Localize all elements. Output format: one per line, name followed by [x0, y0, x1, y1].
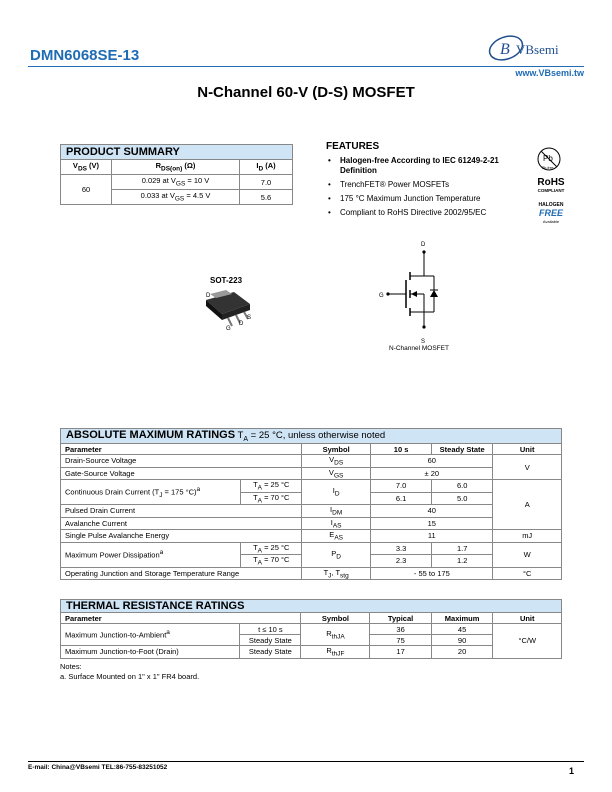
features-list — [326, 156, 526, 222]
col-10s: 10 s — [371, 444, 432, 455]
col-id: $I_D$ (A) — [240, 160, 293, 175]
col-unit: Unit — [493, 613, 562, 624]
table-row: Gate-Source Voltage $V_{GS}$ ± 20 — [61, 467, 562, 480]
table-row: Steady State 75 90 — [61, 635, 562, 646]
feature-item: • Halogen-free According to IEC 61249-2-21 Definition — [326, 156, 526, 176]
table-row: Maximum Junction-to-Foot (Drain) Steady State $R_{thJF}$ 17 20 — [61, 646, 562, 659]
notes-title: Notes: — [60, 662, 82, 671]
table-row: $T_A = 70$ °C 6.1 5.0 — [61, 492, 562, 505]
footer-contact: E-mail: China@VBsemi TEL:86-755-83251052 — [28, 764, 168, 771]
product-summary-caption: PRODUCT SUMMARY — [61, 145, 293, 160]
thermal-caption: THERMAL RESISTANCE RATINGS — [61, 600, 562, 613]
table-row: Maximum Power Dissipation$^a$ $T_A = 25$ °C $P_D$ 3.3 1.7 W — [61, 542, 562, 555]
pb-free-badge — [536, 146, 562, 172]
features-title: FEATURES — [326, 141, 380, 152]
website-link[interactable]: www.VBsemi.tw — [515, 68, 584, 78]
pb-free-icon — [536, 146, 562, 172]
rohs-text: RoHS — [537, 177, 565, 188]
svg-text:D: D — [206, 293, 211, 299]
compliant-text: COMPLIANT — [537, 188, 565, 193]
halogen-text: HALOGEN — [538, 202, 564, 208]
rds-value-2: 0.033 at $V_{GS} = 4.5$ V — [112, 190, 240, 205]
id-value-2: 5.6 — [240, 190, 293, 205]
id-value-1: 7.0 — [240, 175, 293, 190]
page-number: 1 — [568, 766, 574, 776]
table-row: Drain-Source Voltage $V_{DS}$ 60 V — [61, 455, 562, 468]
mosfet-caption: N-Channel MOSFET — [389, 345, 449, 352]
feature-item: • Compliant to RoHS Directive 2002/95/EC — [326, 208, 526, 218]
abs-max-caption: ABSOLUTE MAXIMUM RATINGS $T_A = 25$ °C, unless otherwise noted — [61, 429, 562, 444]
col-symbol: Symbol — [301, 613, 370, 624]
svg-text:B: B — [500, 41, 510, 58]
svg-text:Pb-free: Pb-free — [542, 166, 554, 170]
col-parameter: Parameter — [61, 444, 302, 455]
header-rule — [28, 66, 584, 67]
col-symbol: Symbol — [302, 444, 371, 455]
svg-text:D: D — [421, 242, 426, 248]
col-rds: $R_{DS(on)}$ (Ω) — [112, 160, 240, 175]
part-number: DMN6068SE-13 — [30, 47, 140, 64]
table-row: $T_A = 70$ °C 2.3 1.2 — [61, 555, 562, 568]
thermal-resistance-table — [60, 599, 562, 659]
svg-text:S: S — [247, 315, 252, 321]
halogen-free-badge — [532, 202, 570, 225]
table-row: Avalanche Current $I_{AS}$ 15 — [61, 517, 562, 530]
svg-text:G: G — [226, 326, 231, 332]
logo-text: VBsemi — [516, 42, 559, 57]
table-row: Operating Junction and Storage Temperature Range $T_J$, $T_{stg}$ - 55 to 175 °C — [61, 567, 562, 580]
footer-rule — [28, 761, 584, 762]
svg-text:Pb: Pb — [543, 154, 553, 163]
table-row: Pulsed Drain Current $I_{DM}$ 40 — [61, 505, 562, 518]
col-steady: Steady State — [431, 444, 492, 455]
col-maximum: Maximum — [431, 613, 493, 624]
feature-item: • 175 °C Maximum Junction Temperature — [326, 194, 526, 204]
table-row: Continuous Drain Current ($T_J = 175$ °C)$^a$ $T_A = 25$ °C $I_D$ 7.0 6.0 A — [61, 480, 562, 493]
free-text: FREE — [538, 208, 563, 218]
svg-text:S: S — [421, 339, 426, 345]
product-summary-table — [60, 144, 293, 205]
col-typical: Typical — [370, 613, 431, 624]
rohs-badge — [532, 178, 570, 193]
document-title: N-Channel 60-V (D-S) MOSFET — [197, 84, 415, 101]
available-text: Available — [542, 219, 560, 224]
package-name: SOT-223 — [210, 276, 243, 285]
sot223-package-icon — [196, 288, 260, 332]
note-a: a. Surface Mounted on 1" x 1" FR4 board. — [60, 672, 200, 681]
svg-text:G: G — [379, 293, 384, 299]
table-row: Maximum Junction-to-Ambient$^a$ t ≤ 10 s $R_{thJA}$ 36 45 °C/W — [61, 624, 562, 635]
n-channel-mosfet-symbol-icon — [372, 236, 472, 356]
rds-value-1: 0.029 at $V_{GS} = 10$ V — [112, 175, 240, 190]
absolute-maximum-ratings-table — [60, 428, 562, 580]
col-vds: $V_{DS}$ (V) — [61, 160, 112, 175]
table-row: Single Pulse Avalanche Energy $E_{AS}$ 11 mJ — [61, 530, 562, 543]
notes — [60, 662, 199, 682]
vds-value: 60 — [61, 175, 112, 205]
col-unit: Unit — [493, 444, 562, 455]
feature-item: • TrenchFET® Power MOSFETs — [326, 180, 526, 190]
svg-text:D: D — [239, 321, 244, 327]
col-parameter: Parameter — [61, 613, 301, 624]
